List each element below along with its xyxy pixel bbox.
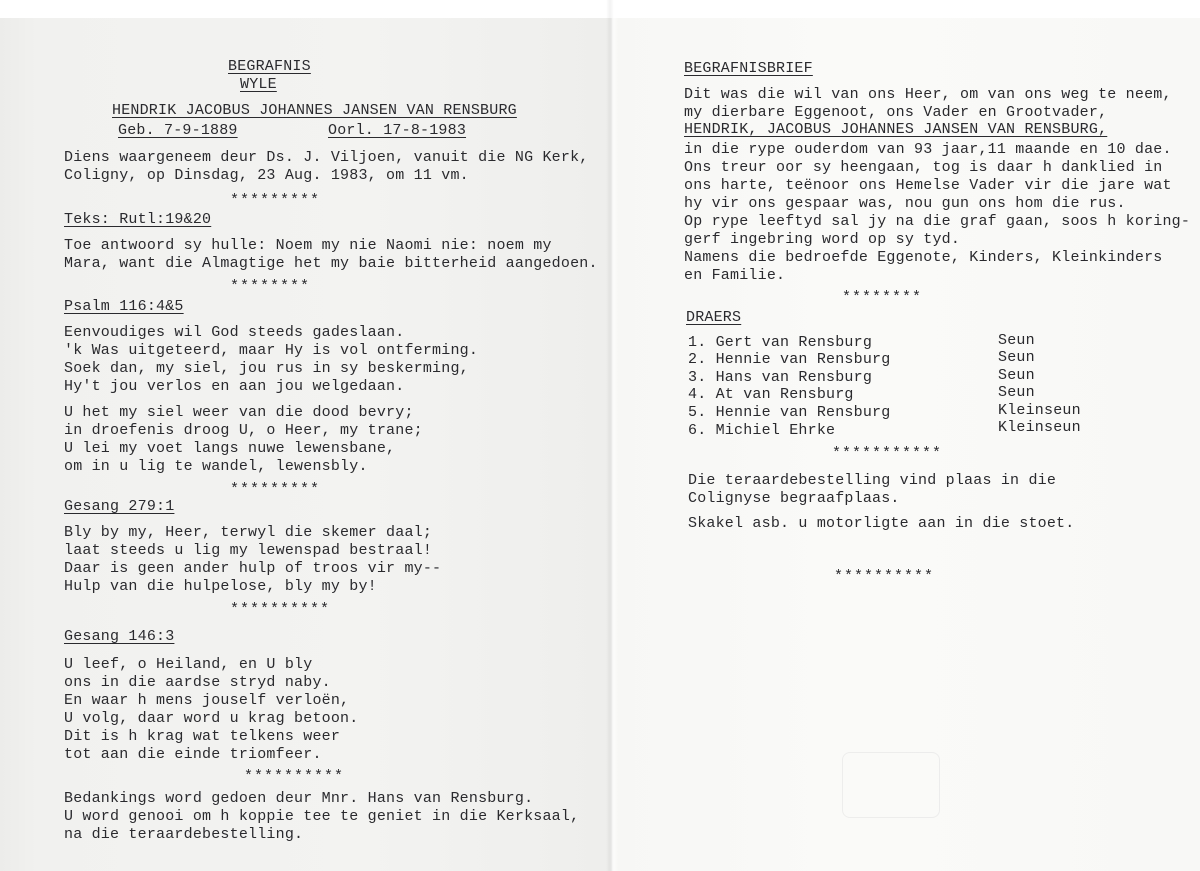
program-title: BEGRAFNIS xyxy=(228,58,311,75)
letter-line: gerf ingebring word op sy tyd. xyxy=(684,231,961,248)
letter-line: in die rype ouderdom van 93 jaar,11 maande en 10 dae. xyxy=(684,141,1172,158)
verse-line: ons in die aardse stryd naby. xyxy=(64,674,331,691)
verse-line: U het my siel weer van die dood bevry; xyxy=(64,404,414,421)
death-date: Oorl. 17-8-1983 xyxy=(328,122,467,139)
bearer-name: 4. At van Rensburg xyxy=(688,386,854,403)
letter-line: Namens die bedroefde Eggenote, Kinders, Kleinkinders xyxy=(684,249,1163,266)
bearer-relation: Kleinseun xyxy=(998,419,1081,436)
verse-line: in droefenis droog U, o Heer, my trane; xyxy=(64,422,423,439)
bearers-heading: DRAERS xyxy=(686,309,742,326)
section-heading: Teks: Rutl:19&20 xyxy=(64,211,212,228)
verse-line: U leef, o Heiland, en U bly xyxy=(64,656,313,673)
closing-line: na die teraardebestelling. xyxy=(64,826,304,843)
paper-fold xyxy=(606,0,618,871)
verse-line: 'k Was uitgeteerd, maar Hy is vol ontferming. xyxy=(64,342,479,359)
program-subtitle: WYLE xyxy=(240,76,277,93)
deceased-name: HENDRIK JACOBUS JOHANNES JANSEN VAN RENSBURG xyxy=(112,102,517,119)
letter-line: hy vir ons gespaar was, nou gun ons hom die rus. xyxy=(684,195,1126,212)
separator: ********** xyxy=(244,768,345,785)
section-heading: Gesang 146:3 xyxy=(64,628,175,645)
verse-line: En waar h mens jouself verloën, xyxy=(64,692,350,709)
lights-line: Skakel asb. u motorligte aan in die stoet. xyxy=(688,515,1075,532)
letter-line: en Familie. xyxy=(684,267,786,284)
section-heading: Psalm 116:4&5 xyxy=(64,298,184,315)
separator: ********** xyxy=(834,568,935,585)
bearer-name: 5. Hennie van Rensburg xyxy=(688,404,891,421)
verse-line: Mara, want die Almagtige het my baie bitterheid aangedoen. xyxy=(64,255,598,272)
separator: ******** xyxy=(842,289,923,306)
separator: *********** xyxy=(832,445,943,462)
letter-line: my dierbare Eggenoot, ons Vader en Grootvader, xyxy=(684,104,1108,121)
bearer-name: 2. Hennie van Rensburg xyxy=(688,351,891,368)
closing-line: Bedankings word gedoen deur Mnr. Hans van Rensburg. xyxy=(64,790,534,807)
bearer-relation: Seun xyxy=(998,349,1035,366)
service-line: Diens waargeneem deur Ds. J. Viljoen, vanuit die NG Kerk, xyxy=(64,149,589,166)
section-heading: Gesang 279:1 xyxy=(64,498,175,515)
separator: ********* xyxy=(230,481,321,498)
verse-line: Toe antwoord sy hulle: Noem my nie Naomi nie: noem my xyxy=(64,237,552,254)
closing-line: U word genooi om h koppie tee te geniet in die Kerksaal, xyxy=(64,808,580,825)
verse-line: om in u lig te wandel, lewensbly. xyxy=(64,458,368,475)
verse-line: U lei my voet langs nuwe lewensbane, xyxy=(64,440,396,457)
verse-line: Dit is h krag wat telkens weer xyxy=(64,728,341,745)
bearer-relation: Seun xyxy=(998,367,1035,384)
letter-line: ons harte, teënoor ons Hemelse Vader vir die jare wat xyxy=(684,177,1172,194)
burial-line: Die teraardebestelling vind plaas in die xyxy=(688,472,1057,489)
bearer-name: 1. Gert van Rensburg xyxy=(688,334,873,351)
letter-line: Ons treur oor sy heengaan, tog is daar h danklied in xyxy=(684,159,1163,176)
service-line: Coligny, op Dinsdag, 23 Aug. 1983, om 11 vm. xyxy=(64,167,469,184)
bearer-relation: Seun xyxy=(998,332,1035,349)
verse-line: tot aan die einde triomfeer. xyxy=(64,746,322,763)
separator: ********* xyxy=(230,192,321,209)
verse-line: Hy't jou verlos en aan jou welgedaan. xyxy=(64,378,405,395)
birth-date: Geb. 7-9-1889 xyxy=(118,122,238,139)
bearer-relation: Kleinseun xyxy=(998,402,1081,419)
verse-line: Bly by my, Heer, terwyl die skemer daal; xyxy=(64,524,433,541)
bearer-name: 6. Michiel Ehrke xyxy=(688,422,836,439)
burial-line: Colignyse begraafplaas. xyxy=(688,490,900,507)
letter-line-name: HENDRIK, JACOBUS JOHANNES JANSEN VAN RENSBURG, xyxy=(684,121,1108,138)
bearer-name: 3. Hans van Rensburg xyxy=(688,369,873,386)
letter-line: Op rype leeftyd sal jy na die graf gaan, soos h koring- xyxy=(684,213,1191,230)
separator: ******** xyxy=(230,278,311,295)
verse-line: Soek dan, my siel, jou rus in sy beskerming, xyxy=(64,360,469,377)
verse-line: Hulp van die hulpelose, bly my by! xyxy=(64,578,377,595)
separator: ********** xyxy=(230,601,331,618)
bearer-relation: Seun xyxy=(998,384,1035,401)
verse-line: laat steeds u lig my lewenspad bestraal! xyxy=(64,542,433,559)
verse-line: Daar is geen ander hulp of troos vir my-- xyxy=(64,560,442,577)
faint-stamp-mark xyxy=(842,752,940,818)
verse-line: U volg, daar word u krag betoon. xyxy=(64,710,359,727)
scan-top-edge xyxy=(0,0,1200,18)
verse-line: Eenvoudiges wil God steeds gadeslaan. xyxy=(64,324,405,341)
letter-heading: BEGRAFNISBRIEF xyxy=(684,60,813,77)
letter-line: Dit was die wil van ons Heer, om van ons weg te neem, xyxy=(684,86,1172,103)
